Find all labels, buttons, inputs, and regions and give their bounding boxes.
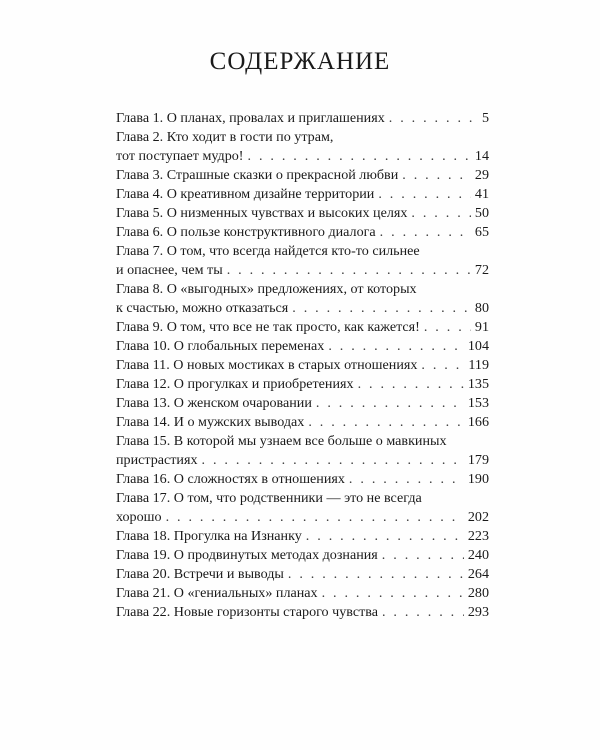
toc-entry — [116, 546, 489, 565]
toc-entry-line — [116, 128, 489, 147]
toc-entry — [116, 318, 489, 337]
dot-leader — [322, 584, 464, 603]
dot-leader — [248, 147, 471, 166]
toc-entry-line — [116, 337, 489, 356]
page-number: 280 — [467, 585, 489, 601]
chapter-title: тот поступает мудро! — [116, 148, 244, 164]
chapter-title: хорошо — [116, 509, 162, 525]
toc-entry — [116, 375, 489, 394]
chapter-title: Глава 21. О «гениальных» планах — [116, 585, 318, 601]
toc-entry — [116, 413, 489, 432]
dot-leader — [382, 546, 464, 565]
chapter-title: Глава 6. О пользе конструктивного диалога — [116, 224, 376, 240]
chapter-title: Глава 12. О прогулках и приобретениях — [116, 376, 354, 392]
toc-entry-line — [116, 413, 489, 432]
toc-entry-line — [116, 280, 489, 299]
toc-entry-line — [116, 470, 489, 489]
toc-entry — [116, 603, 489, 622]
dot-leader — [328, 337, 464, 356]
toc-entry-line — [116, 299, 489, 318]
dot-leader — [389, 109, 478, 128]
toc-entry-line — [116, 603, 489, 622]
chapter-title: Глава 4. О креативном дизайне территории — [116, 186, 375, 202]
page-number: 41 — [474, 186, 489, 202]
toc-entry — [116, 527, 489, 546]
chapter-title: Глава 11. О новых мостиках в старых отношениях — [116, 357, 418, 373]
dot-leader — [227, 261, 471, 280]
chapter-title: Глава 18. Прогулка на Изнанку — [116, 528, 302, 544]
page-number: 50 — [474, 205, 489, 221]
chapter-title: Глава 7. О том, что всегда найдется кто-то сильнее — [116, 243, 420, 259]
toc-entry-line — [116, 489, 489, 508]
chapter-title: Глава 22. Новые горизонты старого чувства — [116, 604, 378, 620]
page-number: 202 — [467, 509, 489, 525]
toc-entry-line — [116, 432, 489, 451]
toc-entry-line — [116, 375, 489, 394]
toc-entry — [116, 166, 489, 185]
toc-entry-line — [116, 147, 489, 166]
page-number: 91 — [474, 319, 489, 335]
toc-entry-line — [116, 527, 489, 546]
toc-entry — [116, 489, 489, 527]
toc-entry-line — [116, 356, 489, 375]
toc-entry-line — [116, 508, 489, 527]
toc-entry-line — [116, 565, 489, 584]
dot-leader — [349, 470, 464, 489]
toc-entry — [116, 280, 489, 318]
toc-entry — [116, 128, 489, 166]
toc-entry — [116, 204, 489, 223]
chapter-title: Глава 14. И о мужских выводах — [116, 414, 305, 430]
toc-entry — [116, 337, 489, 356]
chapter-title: к счастью, можно отказаться — [116, 300, 289, 316]
toc-entry — [116, 223, 489, 242]
dot-leader — [421, 356, 464, 375]
page-number: 65 — [474, 224, 489, 240]
page-number: 119 — [468, 357, 489, 373]
chapter-title: Глава 13. О женском очаровании — [116, 395, 312, 411]
chapter-title: Глава 20. Встречи и выводы — [116, 566, 284, 582]
page-number: 29 — [474, 167, 489, 183]
chapter-title: Глава 5. О низменных чувствах и высоких целях — [116, 205, 408, 221]
chapter-title: Глава 2. Кто ходит в гости по утрам, — [116, 129, 334, 145]
page-number: 5 — [481, 110, 489, 126]
toc-entry-line — [116, 204, 489, 223]
toc-entry-line — [116, 584, 489, 603]
dot-leader — [402, 166, 471, 185]
toc-entry-line — [116, 394, 489, 413]
chapter-title: Глава 15. В которой мы узнаем все больше о мавкиных — [116, 433, 447, 449]
dot-leader — [411, 204, 471, 223]
toc-entry-line — [116, 242, 489, 261]
page-number: 80 — [474, 300, 489, 316]
page-number: 190 — [467, 471, 489, 487]
page-number: 72 — [474, 262, 489, 278]
toc-entry — [116, 565, 489, 584]
chapter-title: Глава 19. О продвинутых методах дознания — [116, 547, 378, 563]
dot-leader — [166, 508, 464, 527]
table-of-contents — [116, 109, 489, 622]
toc-entry-line — [116, 318, 489, 337]
page-number: 264 — [467, 566, 489, 582]
chapter-title: Глава 3. Страшные сказки о прекрасной любви — [116, 167, 399, 183]
dot-leader — [424, 318, 471, 337]
toc-entry — [116, 470, 489, 489]
toc-entry — [116, 432, 489, 470]
chapter-title: Глава 9. О том, что все не так просто, как кажется! — [116, 319, 420, 335]
dot-leader — [308, 413, 464, 432]
page-number: 293 — [467, 604, 489, 620]
toc-entry-line — [116, 261, 489, 280]
toc-entry-line — [116, 546, 489, 565]
toc-entry-line — [116, 223, 489, 242]
dot-leader — [316, 394, 464, 413]
chapter-title: и опаснее, чем ты — [116, 262, 223, 278]
dot-leader — [378, 185, 471, 204]
toc-entry — [116, 584, 489, 603]
chapter-title: Глава 10. О глобальных переменах — [116, 338, 325, 354]
page-number: 240 — [467, 547, 489, 563]
page-title: СОДЕРЖАНИЕ — [209, 48, 391, 75]
toc-entry-line — [116, 166, 489, 185]
dot-leader — [306, 527, 464, 546]
toc-entry — [116, 185, 489, 204]
toc-entry-line — [116, 109, 489, 128]
dot-leader — [380, 223, 471, 242]
dot-leader — [288, 565, 464, 584]
page-number: 166 — [467, 414, 489, 430]
toc-entry — [116, 394, 489, 413]
chapter-title: Глава 1. О планах, провалах и приглашениях — [116, 110, 385, 126]
page-number: 223 — [467, 528, 489, 544]
toc-entry — [116, 109, 489, 128]
chapter-title: Глава 8. О «выгодных» предложениях, от которых — [116, 281, 417, 297]
dot-leader — [358, 375, 464, 394]
chapter-title: Глава 16. О сложностях в отношениях — [116, 471, 345, 487]
chapter-title: Глава 17. О том, что родственники — это не всегда — [116, 490, 422, 506]
dot-leader — [382, 603, 464, 622]
page-number: 14 — [474, 148, 489, 164]
page-number: 153 — [467, 395, 489, 411]
dot-leader — [202, 451, 464, 470]
toc-entry-line — [116, 451, 489, 470]
toc-entry — [116, 242, 489, 280]
page-number: 135 — [467, 376, 489, 392]
page-number: 179 — [467, 452, 489, 468]
toc-entry-line — [116, 185, 489, 204]
dot-leader — [292, 299, 471, 318]
toc-entry — [116, 356, 489, 375]
chapter-title: пристрастиях — [116, 452, 198, 468]
page-number: 104 — [467, 338, 489, 354]
